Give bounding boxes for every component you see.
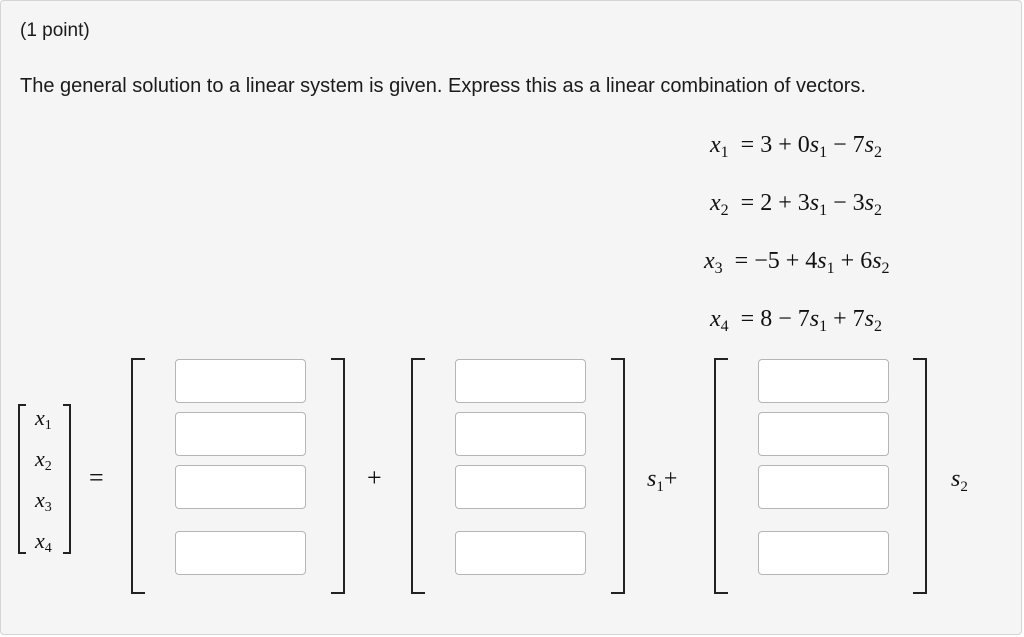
lhs-var-1: $x_1$ [35, 405, 52, 433]
vector2-bracket-right [913, 358, 927, 594]
vector0-entry-2[interactable] [175, 412, 306, 456]
vector2-entry-3[interactable] [758, 465, 889, 509]
vector1-entry-3[interactable] [455, 465, 586, 509]
equation-row-1: $x_1 = 3 + 0s_1 - 7s_2$ [710, 132, 882, 161]
equation-row-3: $x_3 = -5 + 4s_1 + 6s_2$ [704, 248, 890, 277]
lhs-var-3: $x_3$ [35, 487, 52, 515]
lhs-bracket-right [63, 404, 71, 554]
vector0-entry-4[interactable] [175, 531, 306, 575]
vector0-entry-1[interactable] [175, 359, 306, 403]
vector1-bracket-right [611, 358, 625, 594]
vector0-bracket-left [131, 358, 145, 594]
equation-row-2: $x_2 = 2 + 3s_1 - 3s_2$ [710, 190, 882, 219]
problem-prompt: The general solution to a linear system is given. Express this as a linear combination of vectors. [20, 75, 866, 97]
points-label: (1 point) [20, 20, 90, 41]
s2-label: $s_2$ [951, 466, 968, 495]
equals-sign: = [89, 463, 104, 492]
plus-sign: + [367, 463, 382, 492]
vector2-entry-1[interactable] [758, 359, 889, 403]
vector2-bracket-left [714, 358, 728, 594]
lhs-var-2: $x_2$ [35, 446, 52, 474]
vector2-entry-4[interactable] [758, 531, 889, 575]
vector1-entry-2[interactable] [455, 412, 586, 456]
vector1-entry-1[interactable] [455, 359, 586, 403]
lhs-bracket-left [18, 404, 26, 554]
vector2-entry-2[interactable] [758, 412, 889, 456]
vector0-entry-3[interactable] [175, 465, 306, 509]
equation-row-4: $x_4 = 8 - 7s_1 + 7s_2$ [710, 306, 882, 335]
lhs-var-4: $x_4$ [35, 528, 52, 556]
vector1-bracket-left [411, 358, 425, 594]
s1-plus-label: $s_1+$ [647, 466, 678, 495]
vector1-entry-4[interactable] [455, 531, 586, 575]
vector0-bracket-right [331, 358, 345, 594]
